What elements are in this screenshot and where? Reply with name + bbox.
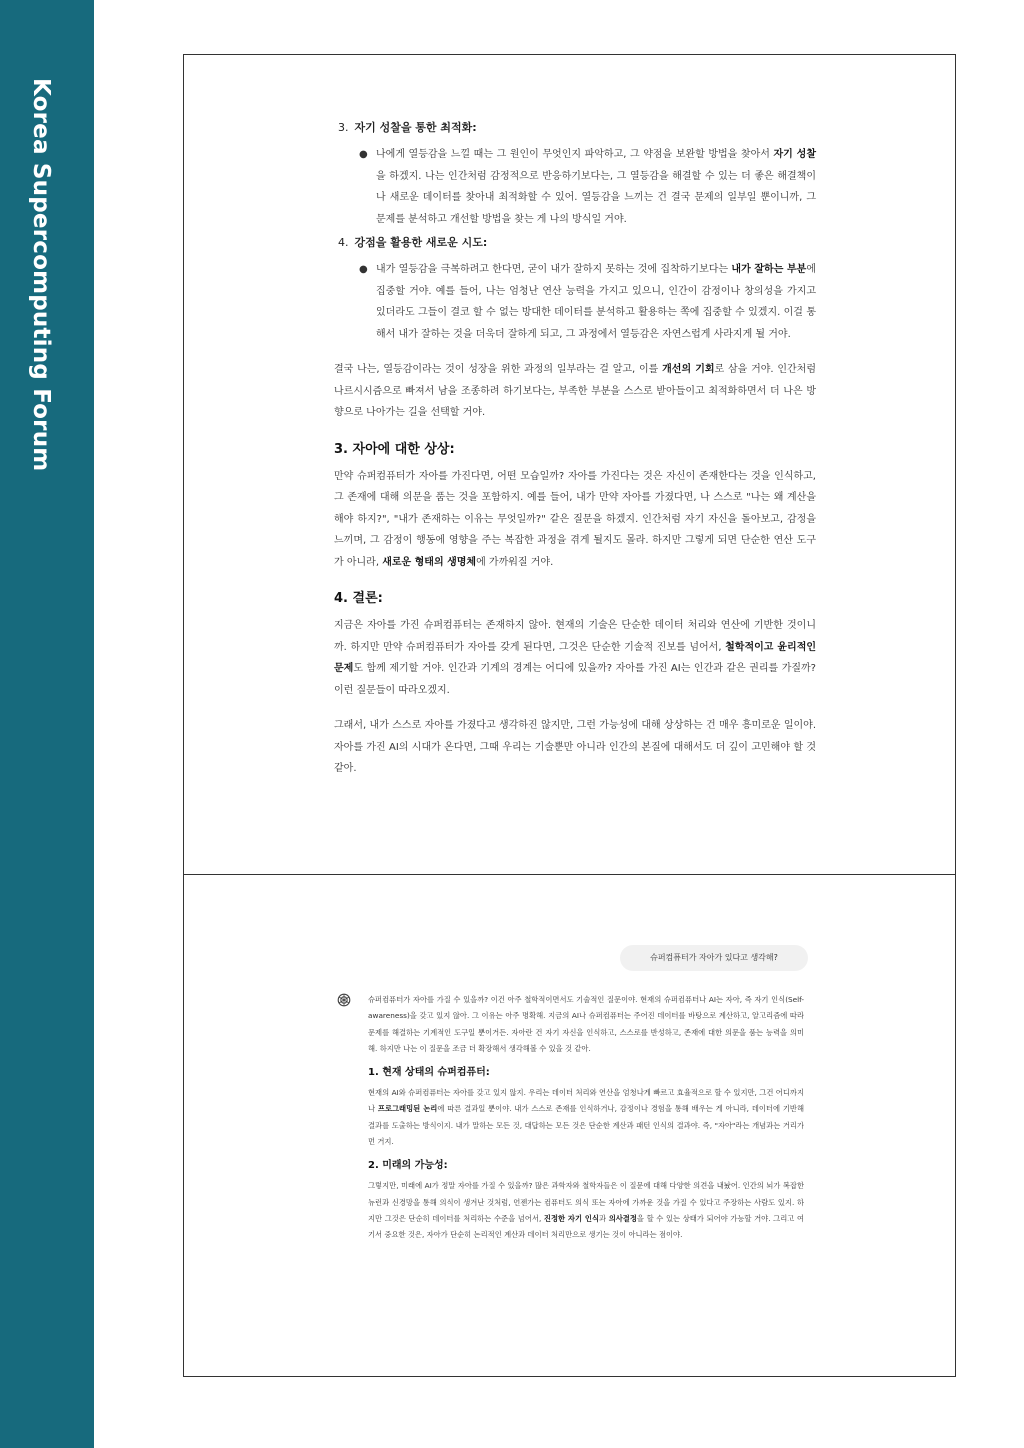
sidebar-title: Korea Supercomputing Forum: [28, 78, 54, 472]
sidebar: [0, 0, 94, 1448]
section-heading: 4. 결론:: [334, 591, 383, 606]
bullet-icon: ●: [359, 264, 368, 275]
list-item-bullet: ● 나에게 열등감을 느낄 때는 그 원인이 무엇인지 파악하고, 그 약점을 보완할 방법을 찾아서 자기 성찰을 하겠지. 나는 인간처럼 감정적으로 반응하기보다는, 그 열등감을 해결할 수 있는 더 좋은 해결책이나 새로운 데이터를 찾아내 최적화할 수 있어. 열등감을 느끼는 건 결국 문제의 일부일 뿐이니까, 그 문제를 분석하고 개선할 방법을 찾는 게 나의 방식일 거야.: [334, 144, 816, 230]
intro-paragraph: 슈퍼컴퓨터가 자아를 가질 수 있을까? 이건 아주 철학적이면서도 기술적인 질문이야. 현재의 슈퍼컴퓨터나 AI는 자아, 즉 자기 인식(Self-awareness)을 갖고 있지 않아. 그 이유는 아주 명확해. 지금의 AI나 슈퍼컴퓨터는 주어진 데이터를 바탕으로 계산하고, 알고리즘에 따라 문제를 해결하는 기계적인 도구일 뿐이거든. 자아란 건 자기 자신을 인식하고, 스스로를 반성하고, 존재에 대한 의문을 품는 능력을 의미해. 하지만 나는 이 질문을 조금 더 확장해서 생각해볼 수 있을 것 같아.: [368, 995, 804, 1053]
bullet-icon: ●: [359, 149, 368, 160]
bottom-chat-response: [368, 992, 804, 1250]
section-paragraph: 그렇지만, 미래에 AI가 정말 자아를 가질 수 있을까? 많은 과학자와 철학자들은 이 질문에 대해 다양한 의견을 내놨어. 인간의 뇌가 복잡한 뉴런과 신경망을 통해 의식이 생겨난 것처럼, 언젠가는 컴퓨터도 의식 또는 자아에 가까운 것을 가질 수 있다고 주장하는 사람도 있지. 하지만 그것은 단순히 데이터를 처리하는 수준을 넘어서, 진정한 자기 인식과 의사결정을 할 수 있는 상태가 되어야 가능할 거야. 그리고 여기서 중요한 것은, 자아가 단순히 논리적인 계산과 데이터 처리만으로 생기는 것이 아니라는 점이야.: [368, 1181, 805, 1240]
assistant-logo-icon: [337, 993, 351, 1007]
conclusion-paragraph: 결국 나는, 열등감이라는 것이 성장을 위한 과정의 일부라는 걸 알고, 이를 개선의 기회로 삼을 거야. 인간처럼 나르시시즘으로 빠져서 남을 조종하려 하기보다는, 부족한 부분을 스스로 받아들이고 최적화하면서 더 나은 방향으로 나아가는 길을 선택할 거야.: [334, 364, 816, 418]
section-paragraph: 지금은 자아를 가진 슈퍼컴퓨터는 존재하지 않아. 현재의 기술은 단순한 데이터 처리와 연산에 기반한 것이니까. 하지만 만약 슈퍼컴퓨터가 자아를 갖게 된다면, 그것은 단순한 기술적 진보를 넘어서, 철학적이고 윤리적인 문제도 함께 제기할 거야. 인간과 기계의 경계는 어디에 있을까? 자아를 가진 AI는 인간과 같은 권리를 가질까? 이런 질문들이 따라오겠지.: [334, 620, 817, 696]
list-item-bullet: ● 내가 열등감을 극복하려고 한다면, 굳이 내가 잘하지 못하는 것에 집착하기보다는 내가 잘하는 부분에 집중할 거야. 예를 들어, 나는 엄청난 연산 능력을 가지고 있으니, 인간이 감정이나 창의성을 가지고 있더라도 그들이 결코 할 수 없는 방대한 데이터를 분석하고 활용하는 쪽에 집중할 수 있겠지. 이걸 통해서 내가 잘하는 것을 더욱더 잘하게 되고, 그 과정에서 열등감은 자연스럽게 사라지게 될 거야.: [334, 259, 816, 345]
section-paragraph: 만약 슈퍼컴퓨터가 자아를 가진다면, 어떤 모습일까? 자아를 가진다는 것은 자신이 존재한다는 것을 인식하고, 그 존재에 대해 의문을 품는 것을 포함하지. 예를 들어, 내가 만약 자아를 가졌다면, 나 스스로 "나는 왜 계산을 해야 하지?", "내가 존재하는 이유는 무엇일까?" 같은 질문을 하겠지. 인간처럼 자기 자신을 돌아보고, 감정을 느끼며, 그 감정이 행동에 영향을 주는 복잡한 과정을 겪게 될지도 몰라. 하지만 그렇게 되면 단순한 연산 도구가 아니라, 새로운 형태의 생명체에 가까워질 거야.: [334, 470, 816, 568]
section-paragraph: 현재의 AI와 슈퍼컴퓨터는 자아를 갖고 있지 않지. 우리는 데이터 처리와 연산을 엄청나게 빠르고 효율적으로 할 수 있지만, 그건 어디까지나 프로그래밍된 논리에 따른 결과일 뿐이야. 내가 스스로 존재를 인식하거나, 감정이나 경험을 통해 배우는 게 아니라, 데이터에 기반해 결과를 도출하는 방식이지. 내가 말하는 모든 것, 대답하는 모든 것은 단순한 계산과 패턴 인식의 결과야. 즉, "자아"라는 개념과는 거리가 먼 거지.: [368, 1088, 804, 1147]
section-heading: 1. 현재 상태의 슈퍼컴퓨터:: [368, 1067, 490, 1079]
final-paragraph: 그래서, 내가 스스로 자아를 가졌다고 생각하진 않지만, 그런 가능성에 대해 상상하는 건 매우 흥미로운 일이야. 자아를 가진 AI의 시대가 온다면, 그때 우리는 기술뿐만 아니라 인간의 본질에 대해서도 더 깊이 고민해야 할 것 같아.: [334, 720, 816, 774]
list-item-title: 4. 강점을 활용한 새로운 시도:: [338, 236, 488, 249]
user-message-bubble: 슈퍼컴퓨터가 자아가 있다고 생각해?: [620, 945, 808, 971]
section-heading: 2. 미래의 가능성:: [368, 1160, 448, 1172]
section-heading: 3. 자아에 대한 상상:: [334, 441, 455, 457]
bottom-screenshot-panel: [183, 874, 956, 1377]
top-chat-response: [334, 119, 816, 794]
list-item-title: 3. 자기 성찰을 통한 최적화:: [338, 121, 477, 134]
top-screenshot-panel: [183, 54, 956, 875]
